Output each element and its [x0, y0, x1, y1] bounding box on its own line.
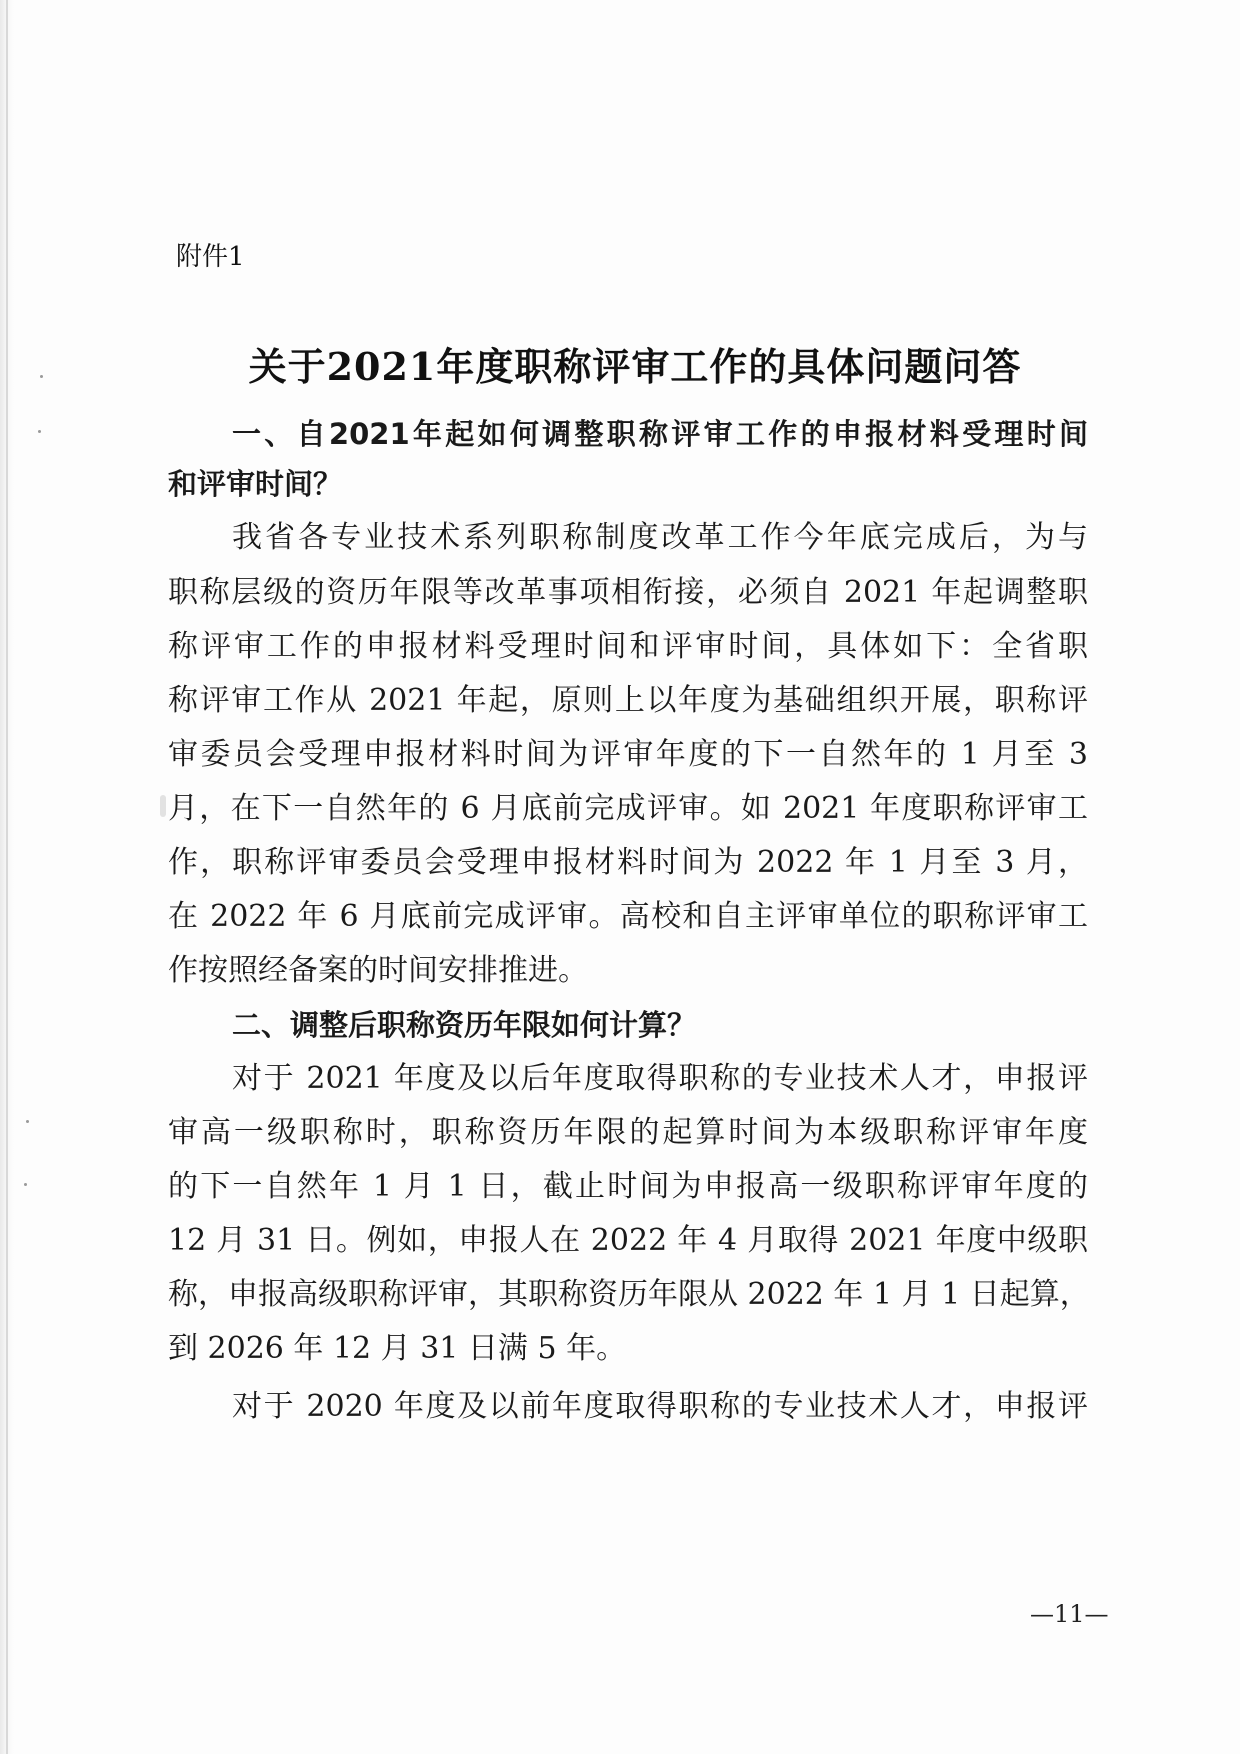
paragraph-line: 作，职称评审委员会受理申报材料时间为 2022 年 1 月至 3 月， — [168, 845, 1088, 880]
paragraph-line: 审高一级职称时，职称资历年限的起算时间为本级职称评审年度 — [168, 1115, 1088, 1150]
paragraph-line: 审委员会受理申报材料时间为评审年度的下一自然年的 1 月至 3 — [168, 737, 1088, 772]
document-title: 关于2021年度职称评审工作的具体问题问答 — [248, 344, 1022, 389]
section-1-heading-line-2: 和评审时间？ — [168, 467, 343, 501]
scan-speck — [26, 1120, 29, 1123]
paragraph-line: 月，在下一自然年的 6 月底前完成评审。如 2021 年度职称评审工 — [168, 791, 1088, 826]
paragraph-line: 职称层级的资历年限等改革事项相衔接，必须自 2021 年起调整职 — [168, 575, 1088, 610]
paragraph-line: 称，申报高级职称评审，其职称资历年限从 2022 年 1 月 1 日起算， — [168, 1277, 1090, 1312]
paragraph-line: 对于 2021 年度及以后年度取得职称的专业技术人才，申报评 — [232, 1061, 1088, 1096]
scan-smudge — [160, 795, 166, 817]
paragraph-line: 12 月 31 日。例如，申报人在 2022 年 4 月取得 2021 年度中级职 — [168, 1223, 1088, 1258]
attachment-label: 附件1 — [176, 242, 245, 272]
paragraph-line: 对于 2020 年度及以前年度取得职称的专业技术人才，申报评 — [232, 1389, 1088, 1424]
scan-speck — [24, 1183, 27, 1186]
page-number: —11— — [1030, 1600, 1109, 1628]
paragraph-line: 的下一自然年 1 月 1 日，截止时间为申报高一级职称评审年度的 — [168, 1169, 1088, 1204]
paragraph-line: 作按照经备案的时间安排推进。 — [168, 953, 588, 988]
section-2-heading: 二、调整后职称资历年限如何计算？ — [232, 1008, 697, 1042]
paragraph-line: 我省各专业技术系列职称制度改革工作今年底完成后，为与 — [232, 520, 1088, 555]
scan-edge-shadow — [6, 0, 8, 1754]
paragraph-line: 称评审工作的申报材料受理时间和评审时间，具体如下：全省职 — [168, 629, 1088, 664]
section-1-heading-line-1: 一、自2021年起如何调整职称评审工作的申报材料受理时间 — [232, 417, 1088, 451]
scan-speck — [38, 430, 41, 433]
paragraph-line: 到 2026 年 12 月 31 日满 5 年。 — [168, 1331, 627, 1366]
paragraph-line: 称评审工作从 2021 年起，原则上以年度为基础组织开展，职称评 — [168, 683, 1088, 718]
paragraph-line: 在 2022 年 6 月底前完成评审。高校和自主评审单位的职称评审工 — [168, 899, 1088, 934]
